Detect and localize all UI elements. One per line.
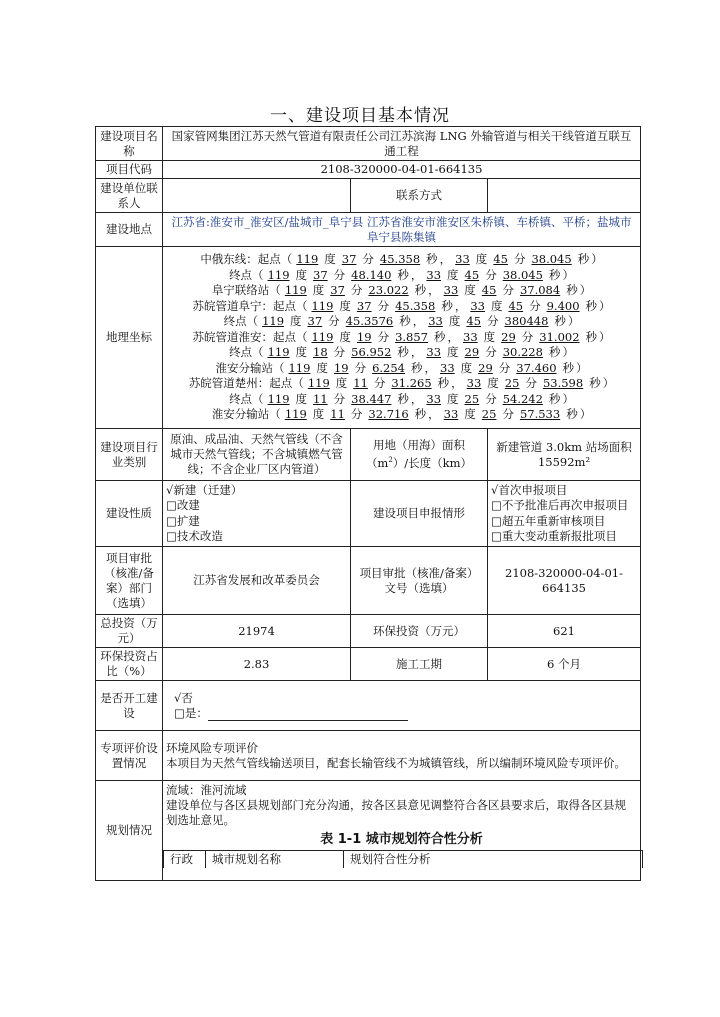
label-ratio: 环保投资占比（%）: [96, 648, 163, 681]
geo-close: ）: [562, 267, 574, 282]
geo-unit: 度: [483, 329, 496, 344]
geo-lon: 119: [296, 252, 319, 267]
special-line1: 环境风险专项评价: [166, 740, 258, 755]
geo-lons: 45.3576: [345, 314, 394, 329]
geo-unit: 分: [502, 407, 514, 422]
geo-lonm: 37: [313, 267, 328, 282]
geo-pre: 苏皖管道楚州：起点（: [188, 376, 304, 391]
row-investment: [96, 615, 641, 648]
page-title: 一、建设项目基本情况: [270, 106, 450, 126]
value-investment: 21974: [163, 615, 351, 648]
geo-close: ）: [576, 360, 588, 375]
geo-unit: 分: [485, 391, 497, 406]
geo-latm: 45: [481, 283, 497, 298]
geo-lons: 38.447: [351, 391, 392, 406]
geo-lat: 33: [426, 391, 442, 406]
geo-lon: 119: [267, 391, 290, 406]
geo-unit: 秒: [434, 329, 446, 344]
row-project-name: [96, 127, 641, 161]
value-area: 新建管道 3.0km 站场面积 15592m²: [488, 429, 641, 481]
geo-unit: 分: [485, 267, 497, 282]
geo-lonm: 37: [307, 314, 323, 329]
geo-unit: 度: [295, 391, 308, 406]
geo-latm: 45: [493, 252, 508, 267]
value-industry: 原油、成品油、天然气管线（不含城市天然气管线；不含城镇燃气管线；不含企业厂区内管道）: [163, 429, 351, 481]
geo-lat: 33: [466, 376, 482, 391]
geo-latm: 25: [464, 391, 480, 406]
value-ratio: 2.83: [163, 648, 351, 681]
geo-unit: 秒: [397, 267, 409, 282]
geo-lat: 33: [455, 252, 470, 267]
geo-lonm: 11: [353, 376, 368, 391]
geo-unit: 度: [339, 298, 351, 313]
geo-pre: 终点（: [223, 314, 259, 329]
geo-lat: 33: [463, 329, 478, 344]
geo-lons: 23.022: [368, 283, 409, 298]
geo-lonm: 37: [341, 252, 357, 267]
geo-lat: 33: [428, 314, 443, 329]
geo-close: ）: [591, 252, 603, 267]
geo-unit: 秒: [426, 252, 438, 267]
row-planning: [96, 781, 641, 881]
geo-sep: ，: [428, 407, 440, 422]
geo-unit: 秒: [414, 407, 427, 422]
started-yes-blank: [208, 708, 408, 721]
value-started: [163, 681, 641, 731]
row-location: [96, 213, 641, 247]
geo-unit: 秒: [397, 391, 409, 406]
geo-unit: 度: [448, 314, 461, 329]
geo-latm: 25: [504, 376, 520, 391]
geo-lats: 37.460: [516, 360, 557, 375]
geo-unit: 秒: [585, 298, 598, 313]
geo-lon: 119: [311, 298, 334, 313]
started-yes-row: [166, 706, 637, 721]
label-unit-contact: 建设单位联系人: [96, 179, 163, 213]
geo-unit: 分: [354, 360, 367, 375]
geo-coord-line: [166, 299, 637, 315]
value-period: 6 个月: [488, 648, 641, 681]
planning-table-title: 表 1-1 城市规划符合性分析: [320, 832, 483, 847]
geo-unit: 分: [350, 407, 363, 422]
geo-lons: 32.716: [368, 407, 409, 422]
geo-lats: 31.002: [539, 329, 580, 344]
planning-line1: 流域：淮河流域: [166, 783, 247, 797]
planning-line2: 建设单位与各区县规划部门充分沟通，按各区县意见调整符合各区县要求后，取得各区县规划选址意见。: [166, 798, 626, 827]
report-options: [488, 481, 641, 547]
label-planning: 规划情况: [96, 781, 163, 881]
geo-lonm: 19: [356, 329, 372, 344]
geo-pre: 阜宁联络站（: [211, 283, 281, 298]
geo-lats: 9.400: [546, 298, 580, 313]
geo-unit: 度: [447, 345, 459, 360]
geo-sep: ，: [424, 360, 436, 375]
geo-unit: 秒: [548, 345, 561, 360]
geo-close: ）: [602, 376, 615, 391]
value-location: 江苏省:淮安市_淮安区/盐城市_阜宁县 江苏省淮安市淮安区朱桥镇、车桥镇、平桥；盐城市阜宁县陈集镇: [163, 213, 641, 247]
geo-unit: 度: [295, 345, 308, 360]
special-line2: 本项目为天然气管线输送项目，配套长输管线不为城镇管线，所以编制环境风险专项评价。: [166, 755, 626, 770]
geo-latm: 29: [501, 329, 516, 344]
geo-unit: 度: [487, 376, 499, 391]
geo-lon: 119: [284, 407, 307, 422]
geo-coord-line: [166, 268, 637, 284]
value-unit-contact: [163, 179, 351, 213]
geo-unit: 秒: [577, 252, 590, 267]
geo-coord-line: [166, 407, 637, 423]
geo-pre: 淮安分输站（: [211, 407, 281, 422]
geo-unit: 秒: [548, 391, 561, 406]
geo-sep: ，: [439, 252, 452, 267]
geo-latm: 45: [466, 314, 482, 329]
geo-sep: ，: [454, 298, 467, 313]
label-location: 建设地点: [96, 213, 163, 247]
nature-option: □扩建: [166, 513, 200, 528]
col-header: 城市规划名称: [206, 851, 344, 869]
geo-coords: [163, 247, 641, 429]
geo-lon: 119: [262, 314, 285, 329]
geo-unit: 分: [525, 376, 537, 391]
label-period: 施工工期: [351, 648, 488, 681]
geo-unit: 秒: [397, 345, 409, 360]
geo-close: ）: [599, 329, 611, 344]
geo-sep: ，: [447, 329, 459, 344]
geo-unit: 秒: [562, 360, 575, 375]
label-report: 建设项目申报情形: [351, 481, 488, 547]
geo-unit: 度: [312, 407, 325, 422]
row-ratio: [96, 648, 641, 681]
geo-pre: 终点（: [229, 391, 264, 406]
geo-unit: 分: [529, 298, 541, 313]
geo-close: ）: [579, 283, 592, 298]
geo-unit: 秒: [441, 298, 453, 313]
geo-unit: 度: [335, 376, 348, 391]
geo-unit: 度: [324, 252, 336, 267]
geo-unit: 度: [447, 267, 459, 282]
geo-unit: 分: [333, 345, 346, 360]
label-area: 用地（用海）面积 $(m^2)/$长度（km）: [351, 429, 488, 481]
geo-lons: 56.952: [351, 345, 392, 360]
label-geo: 地理坐标: [96, 247, 163, 429]
geo-unit: 度: [316, 360, 328, 375]
geo-coord-line: [166, 330, 637, 346]
geo-lats: 54.242: [502, 391, 543, 406]
geo-lats: 30.228: [502, 345, 543, 360]
value-approval: 江苏省发展和改革委员会: [163, 547, 351, 615]
geo-pre: 中俄东线：起点（: [200, 252, 293, 267]
geo-lats: 38.045: [502, 267, 543, 282]
project-info-table: [95, 126, 641, 881]
value-approval-doc: 2108-320000-04-01-664135: [488, 547, 641, 615]
geo-unit: 分: [362, 252, 374, 267]
geo-coord-line: [166, 252, 637, 268]
label-special: 专项评价设置情况: [96, 731, 163, 781]
geo-coord-line: [166, 345, 637, 361]
geo-lons: 31.265: [391, 376, 432, 391]
geo-unit: 分: [485, 345, 497, 360]
geo-lons: 48.140: [351, 267, 392, 282]
label-industry: 建设项目行业类别: [96, 429, 163, 481]
geo-unit: 度: [464, 283, 476, 298]
geo-sep: ，: [410, 391, 423, 406]
geo-lons: 6.254: [372, 360, 405, 375]
geo-pre: 苏皖管道淮安：起点（: [192, 329, 308, 344]
geo-unit: 度: [290, 314, 302, 329]
geo-sep: ，: [451, 376, 463, 391]
geo-unit: 分: [373, 376, 386, 391]
geo-close: ）: [567, 314, 580, 329]
geo-lats: 37.084: [519, 283, 561, 298]
geo-lons: 45.358: [395, 298, 436, 313]
geo-unit: 度: [312, 283, 325, 298]
report-option: □重大变动重新报批项目: [491, 529, 617, 543]
geo-unit: 分: [513, 252, 526, 267]
geo-lats: 53.598: [542, 376, 584, 391]
row-unit-contact: [96, 179, 641, 213]
geo-unit: 度: [339, 329, 351, 344]
label-approval: 项目审批（核准/备案）部门（选填）: [96, 547, 163, 615]
geo-unit: 度: [490, 298, 503, 313]
geo-unit: 秒: [585, 329, 598, 344]
geo-close: ）: [562, 345, 574, 360]
geo-coord-line: [166, 376, 637, 392]
geo-lat: 33: [426, 267, 442, 282]
row-industry: [96, 429, 641, 481]
geo-unit: 度: [464, 407, 476, 422]
row-special: [96, 731, 641, 781]
value-contact-method: [488, 179, 641, 213]
geo-lons: 45.358: [379, 252, 421, 267]
geo-lonm: 18: [313, 345, 328, 360]
geo-latm: 45: [508, 298, 524, 313]
started-yes: □是：: [174, 705, 208, 720]
nature-option: □改建: [166, 498, 200, 512]
value-project-code: 2108-320000-04-01-664135: [163, 161, 641, 179]
geo-unit: 秒: [399, 314, 411, 329]
geo-unit: 度: [475, 252, 488, 267]
label-contact-method: 联系方式: [351, 179, 488, 213]
geo-unit: 秒: [414, 283, 427, 298]
geo-sep: ，: [410, 345, 423, 360]
geo-sep: ，: [412, 314, 425, 329]
geo-close: ）: [579, 407, 592, 422]
geo-unit: 秒: [589, 376, 601, 391]
label-started: 是否开工建设: [96, 681, 163, 731]
geo-unit: 秒: [548, 267, 561, 282]
geo-unit: 秒: [566, 407, 578, 422]
geo-close: ）: [562, 391, 574, 406]
geo-unit: 度: [447, 391, 459, 406]
geo-unit: 分: [502, 283, 514, 298]
geo-lonm: 11: [330, 407, 345, 422]
label-nature: 建设性质: [96, 481, 163, 547]
geo-lonm: 11: [313, 391, 328, 406]
geo-lat: 33: [443, 283, 459, 298]
geo-latm: 29: [464, 345, 480, 360]
nature-options: [163, 481, 351, 547]
geo-unit: 分: [498, 360, 511, 375]
geo-unit: 秒: [437, 376, 450, 391]
geo-unit: 秒: [411, 360, 423, 375]
geo-lats: 38.045: [531, 252, 572, 267]
geo-lon: 119: [311, 329, 334, 344]
value-planning: [163, 781, 641, 881]
geo-unit: 分: [328, 314, 340, 329]
geo-lat: 33: [440, 360, 455, 375]
value-special: [163, 731, 641, 781]
geo-lon: 119: [288, 360, 311, 375]
geo-lats: 57.533: [519, 407, 561, 422]
geo-close: ）: [599, 298, 611, 313]
geo-unit: 度: [295, 267, 308, 282]
row-nature: [96, 481, 641, 547]
geo-pre: 淮安分输站（: [215, 360, 285, 375]
nature-option: □技术改造: [166, 529, 223, 543]
geo-pre: 终点（: [229, 345, 264, 360]
geo-lonm: 37: [356, 298, 372, 313]
geo-latm: 29: [478, 360, 493, 375]
started-no: √否: [174, 690, 193, 705]
geo-latm: 45: [464, 267, 480, 282]
row-project-code: [96, 161, 641, 179]
row-approval: [96, 547, 641, 615]
label-approval-doc: 项目审批（核准/备案）文号（选填）: [351, 547, 488, 615]
planning-table: [163, 850, 643, 868]
geo-lons: 3.857: [395, 329, 428, 344]
geo-unit: 分: [487, 314, 499, 329]
geo-pre: 苏皖管道阜宁：起点（: [192, 298, 308, 313]
geo-unit: 秒: [554, 314, 566, 329]
geo-lat: 33: [470, 298, 485, 313]
geo-lon: 119: [267, 267, 290, 282]
geo-pre: 终点（: [229, 267, 264, 282]
col-header: 规划符合性分析: [344, 851, 643, 869]
report-option: □超五年重新审核项目: [491, 513, 606, 528]
col-header: 行政: [164, 851, 206, 869]
geo-lats: 380448: [504, 314, 549, 329]
label-project-code: 项目代码: [96, 161, 163, 179]
geo-unit: 分: [377, 298, 390, 313]
geo-unit: 秒: [566, 283, 578, 298]
geo-unit: 分: [521, 329, 534, 344]
row-geo: [96, 247, 641, 429]
geo-lon: 119: [284, 283, 307, 298]
label-investment: 总投资（万元）: [96, 615, 163, 648]
geo-lon: 119: [267, 345, 290, 360]
value-env-investment: 621: [488, 615, 641, 648]
geo-sep: ，: [428, 283, 440, 298]
geo-coord-line: [166, 314, 637, 330]
planning-table-header: [164, 851, 643, 869]
geo-unit: 分: [377, 329, 390, 344]
geo-lonm: 37: [330, 283, 345, 298]
geo-coord-line: [166, 392, 637, 408]
geo-unit: 分: [333, 267, 346, 282]
row-started: [96, 681, 641, 731]
label-project-name: 建设项目名称: [96, 127, 163, 161]
label-env-investment: 环保投资（万元）: [351, 615, 488, 648]
geo-unit: 分: [333, 391, 346, 406]
geo-sep: ，: [410, 267, 423, 282]
geo-unit: 分: [350, 283, 363, 298]
geo-lonm: 19: [333, 360, 349, 375]
geo-coord-line: [166, 361, 637, 377]
geo-unit: 度: [460, 360, 473, 375]
nature-option: √新建（迁建）: [166, 482, 243, 497]
geo-coord-line: [166, 283, 637, 299]
value-project-name: 国家管网集团江苏天然气管道有限责任公司江苏滨海 LNG 外输管道与相关干线管道互联互通工程: [163, 127, 641, 161]
report-option: √首次申报项目: [491, 482, 568, 497]
geo-latm: 25: [481, 407, 497, 422]
report-option: □不予批准后再次申报项目: [491, 498, 629, 512]
geo-lon: 119: [307, 376, 330, 391]
geo-lat: 33: [443, 407, 459, 422]
geo-lat: 33: [426, 345, 442, 360]
